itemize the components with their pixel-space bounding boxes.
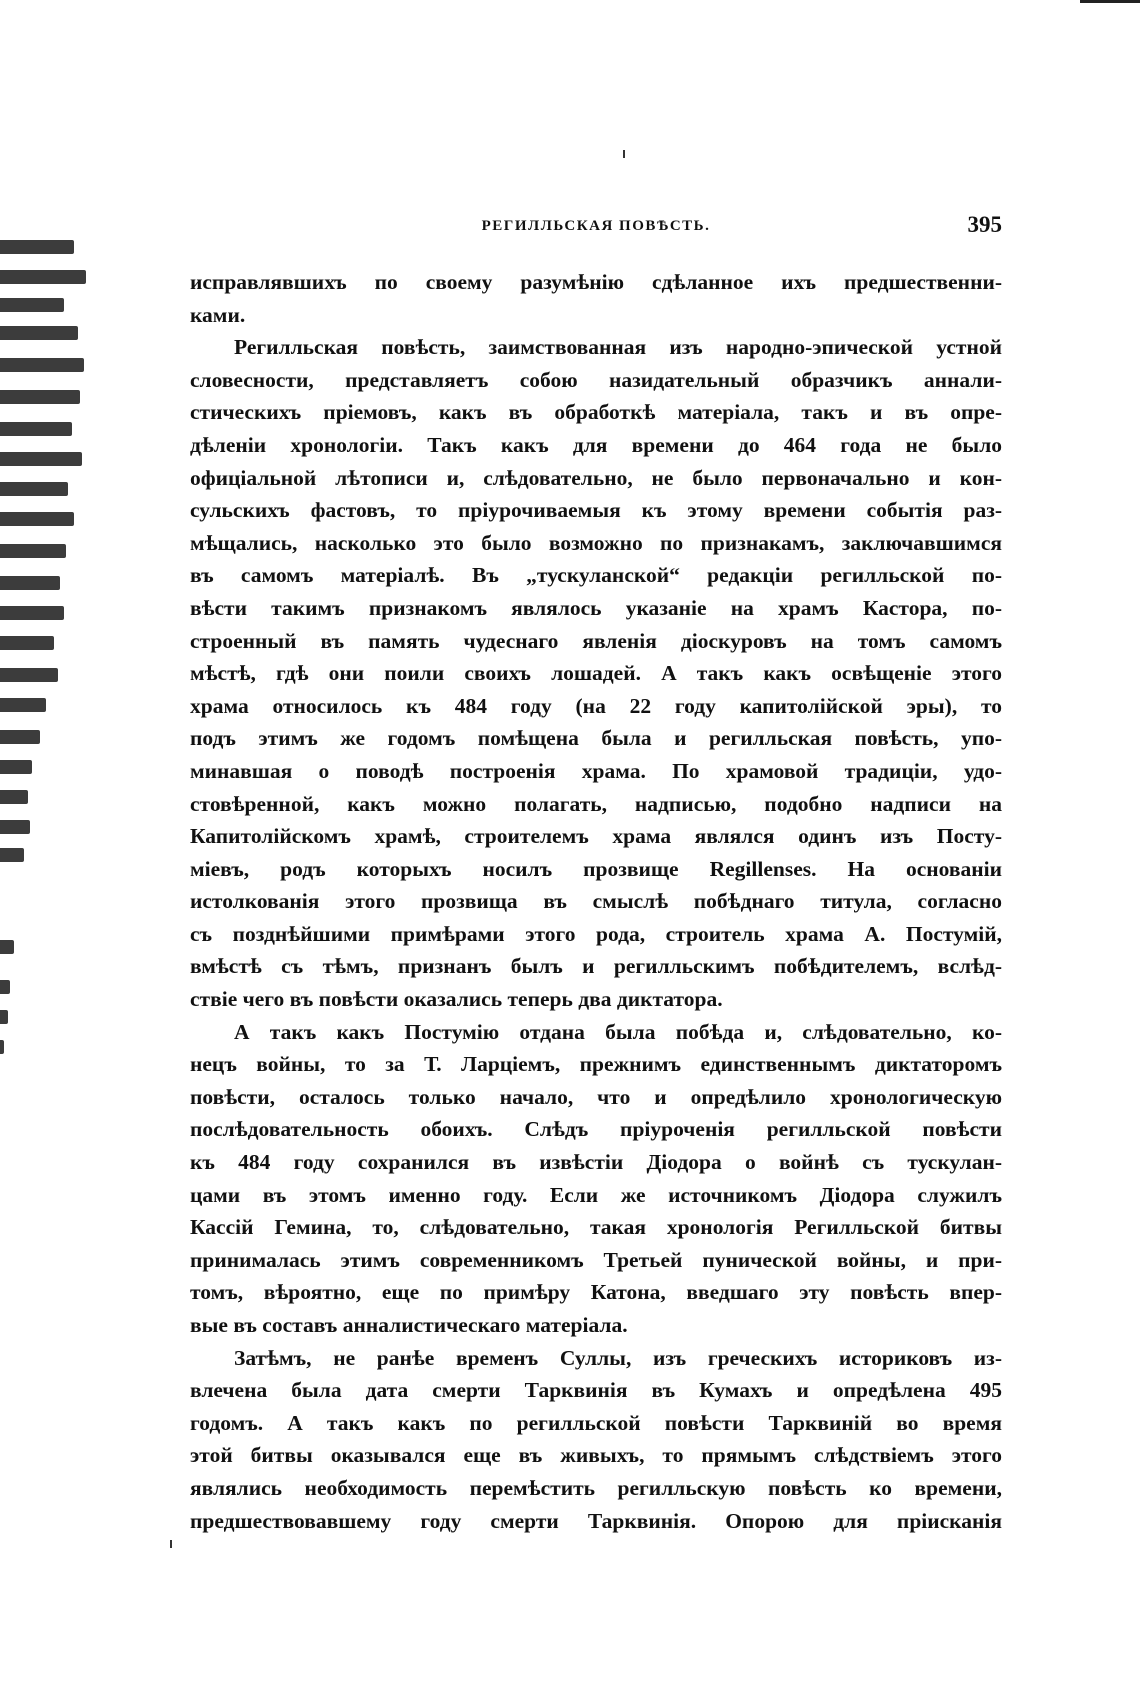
text-line: Затѣмъ, не ранѣе временъ Суллы, изъ греческихъ историковъ из- <box>234 1345 1002 1370</box>
text-line: принималась этимъ современникомъ Третьей пунической войны, и при- <box>190 1247 1002 1272</box>
text-line: мѣстѣ, гдѣ они поили своихъ лошадей. А такъ какъ освѣщеніе этого <box>190 661 1002 686</box>
text-line: мѣщались, насколько это было возможно по признакамъ, заключавшимся <box>190 530 1002 555</box>
text-line: цами въ этомъ именно году. Если же источникомъ Діодора служилъ <box>190 1182 1002 1207</box>
text-line: подъ этимъ же годомъ помѣщена была и регилльская повѣсть, упо- <box>190 726 1002 751</box>
text-line: ками. <box>190 302 246 327</box>
body-text <box>190 266 1002 1537</box>
running-title: РЕГИЛЛЬСКАЯ ПОВѢСТЬ. <box>481 218 711 234</box>
text-line: Кассій Гемина, то, слѣдовательно, такая хронологія Регилльской битвы <box>190 1215 1002 1240</box>
text-line: вмѣстѣ съ тѣмъ, признанъ былъ и регилльскимъ побѣдителемъ, вслѣд- <box>190 954 1002 979</box>
text-line: вые въ составъ анналистическаго матеріала. <box>190 1313 628 1337</box>
page-number: 395 <box>967 212 1002 237</box>
facing-page-bleed <box>0 240 100 1060</box>
text-line: послѣдовательность обоихъ. Слѣдъ пріуроченія регилльской повѣсти <box>190 1117 1002 1142</box>
text-line: предшествовавшему году смерти Тарквинія. Опорою для пріисканія <box>190 1508 1002 1533</box>
text-line: томъ, вѣроятно, еще по примѣру Катона, введшаго эту повѣсть впер- <box>190 1280 1002 1305</box>
text-line: строенный въ память чудеснаго явленія діоскуровъ на томъ самомъ <box>190 628 1002 653</box>
text-line: міевъ, родъ которыхъ носилъ прозвище Regillenses. На основаніи <box>190 856 1002 881</box>
text-line: исправлявшихъ по своему разумѣнію сдѣланное ихъ предшественни- <box>190 270 1002 294</box>
text-line: въ самомъ матеріалѣ. Въ „тускуланской“ редакціи регилльской по- <box>190 563 1002 588</box>
scan-speck <box>623 150 625 158</box>
text-line: нецъ войны, то за Т. Ларціемъ, прежнимъ единственнымъ диктаторомъ <box>190 1052 1002 1077</box>
text-line: съ позднѣйшими примѣрами этого рода, строитель храма А. Постумій, <box>190 921 1002 946</box>
text-line: А такъ какъ Постумію отдана была побѣда и, слѣдовательно, ко- <box>234 1019 1002 1044</box>
text-line: сульскихъ фастовъ, то пріурочиваемыя къ этому времени событія раз- <box>190 498 1002 523</box>
text-line: стическихъ пріемовъ, какъ въ обработкѣ матеріала, такъ и въ опре- <box>190 400 1002 425</box>
text-line: храма относилось къ 484 году (на 22 году капитолійской эры), то <box>190 693 1002 718</box>
running-head <box>190 212 1002 242</box>
text-line: вѣсти такимъ признакомъ являлось указаніе на храмъ Кастора, по- <box>190 595 1002 620</box>
text-line: истолкованія этого прозвища въ смыслѣ побѣднаго титула, согласно <box>190 889 1002 914</box>
scan-speck <box>170 1540 172 1548</box>
text-line: этой битвы оказывался еще въ живыхъ, то прямымъ слѣдствіемъ этого <box>190 1443 1002 1468</box>
text-line: словесности, представляетъ собою назидательный образчикъ аннали- <box>190 367 1002 392</box>
text-line: годомъ. А такъ какъ по регилльской повѣсти Тарквиній во время <box>190 1410 1002 1435</box>
text-line: ствіе чего въ повѣсти оказались теперь два диктатора. <box>190 987 723 1012</box>
text-line: Капитолійскомъ храмѣ, строителемъ храма являлся одинъ изъ Посту- <box>190 824 1002 849</box>
text-line: Регилльская повѣсть, заимствованная изъ народно-эпической устной <box>234 335 1002 360</box>
text-line: влечена была дата смерти Тарквинія въ Кумахъ и опредѣлена 495 <box>190 1378 1002 1403</box>
text-line: офиціальной лѣтописи и, слѣдовательно, не было первоначально и кон- <box>190 465 1002 490</box>
text-line: являлись необходимость перемѣстить регилльскую повѣсть ко времени, <box>190 1475 1002 1500</box>
text-line: минавшая о поводѣ построенія храма. По храмовой традиціи, удо- <box>190 758 1002 783</box>
top-edge-rule <box>1080 0 1140 3</box>
text-line: къ 484 году сохранился въ извѣстіи Діодора о войнѣ съ тускулан- <box>190 1150 1002 1175</box>
text-line: дѣленіи хронологіи. Такъ какъ для времени до 464 года не было <box>190 432 1002 457</box>
text-line: стовѣренной, какъ можно полагать, надписью, подобно надписи на <box>190 791 1002 816</box>
text-line: повѣсти, осталось только начало, что и опредѣлило хронологическую <box>190 1084 1002 1109</box>
